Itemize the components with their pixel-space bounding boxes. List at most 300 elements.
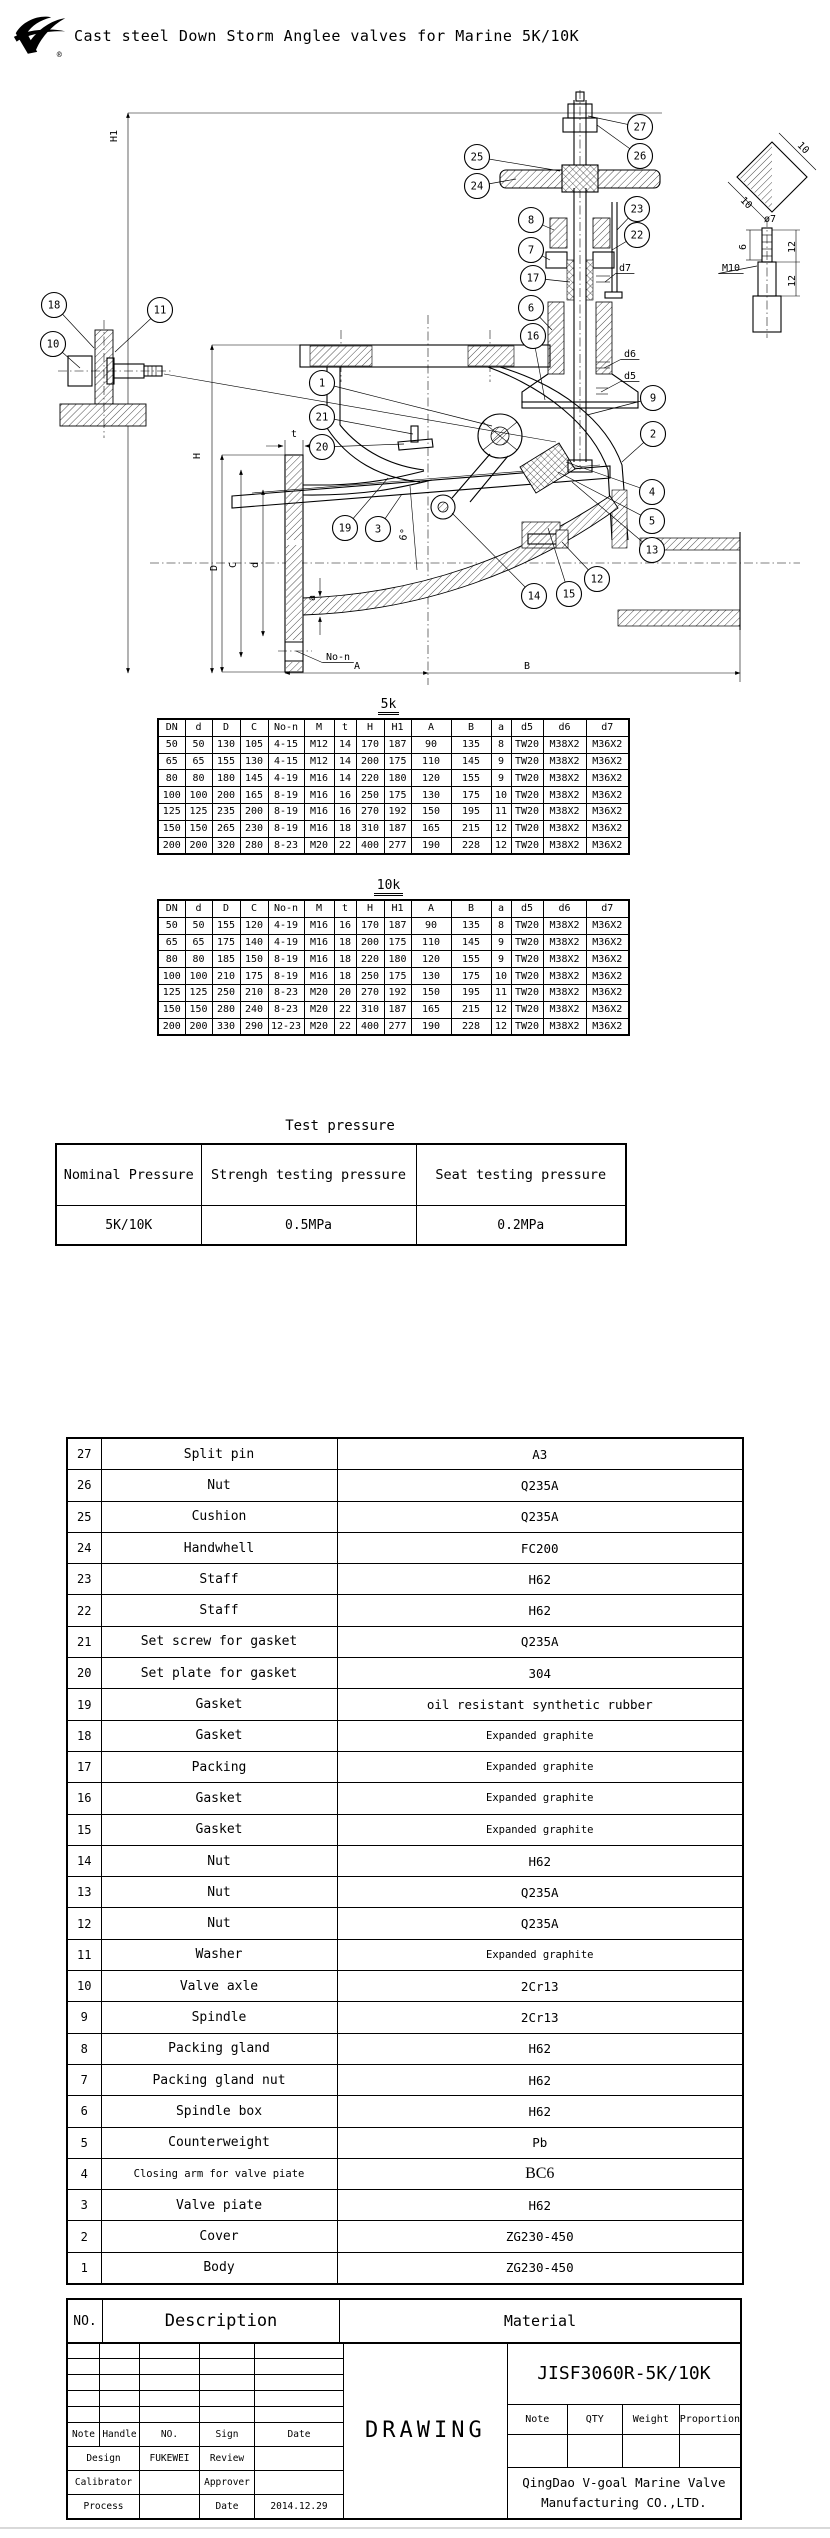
part-description: Spindle [101, 2002, 337, 2033]
dim-label-12 [787, 241, 798, 253]
svg-text:13: 13 [645, 544, 659, 557]
size-table-5k [157, 697, 623, 855]
size-cell: M38X2 [543, 787, 586, 804]
size-cell: 170 [356, 917, 384, 934]
size-cell: 210 [212, 968, 240, 985]
info-header-row: Note QTY Weight Proportion [508, 2405, 740, 2435]
size-cell: 65 [158, 753, 185, 770]
size-col-header: A [411, 719, 451, 736]
size-cell: 125 [158, 984, 185, 1001]
col-nominal-pressure: Nominal Pressure [56, 1144, 201, 1206]
size-cell: 330 [212, 1018, 240, 1035]
part-no: 20 [67, 1658, 101, 1689]
part-no: 27 [67, 1438, 101, 1470]
size-cell: 135 [451, 736, 491, 753]
size-cell: 192 [384, 984, 411, 1001]
part-material: 2Cr13 [337, 1971, 743, 2002]
size-cell: M36X2 [586, 984, 629, 1001]
size-col-header: D [212, 719, 240, 736]
svg-text:3: 3 [374, 523, 382, 536]
size-cell: M36X2 [586, 820, 629, 837]
size-cell: 12 [491, 1018, 511, 1035]
balloon-4 [640, 480, 665, 505]
drawing-type-cell: DRAWING [344, 2343, 508, 2518]
size-cell: 50 [158, 917, 185, 934]
size-cell: 175 [384, 934, 411, 951]
svg-text:16: 16 [526, 330, 540, 343]
svg-text:6: 6 [738, 243, 749, 251]
size-cell: 12-23 [268, 1018, 304, 1035]
size-table-5k-grid [157, 718, 630, 855]
svg-text:t: t [290, 429, 298, 440]
size-cell: 145 [451, 753, 491, 770]
balloon-25 [465, 145, 490, 170]
size-cell: 155 [451, 770, 491, 787]
size-cell: 22 [334, 1018, 356, 1035]
part-material: H62 [337, 2190, 743, 2221]
size-cell: 150 [185, 1001, 212, 1018]
part-no: 4 [67, 2158, 101, 2189]
size-cell: 130 [411, 968, 451, 985]
dimension-labels [109, 130, 811, 672]
part-material: H62 [337, 2096, 743, 2127]
size-row [158, 984, 629, 1001]
part-no: 10 [67, 1971, 101, 2002]
size-cell: 180 [384, 770, 411, 787]
size-cell: 185 [212, 951, 240, 968]
valve-assembly-drawing [0, 70, 830, 695]
size-col-header: A [411, 900, 451, 917]
dim-label-A [354, 661, 360, 672]
part-no: 17 [67, 1751, 101, 1782]
size-cell: 4-19 [268, 917, 304, 934]
size-cell: 10 [491, 787, 511, 804]
size-cell: M38X2 [543, 736, 586, 753]
svg-text:9: 9 [649, 392, 657, 405]
svg-text:d7: d7 [618, 263, 632, 274]
size-col-header: d6 [543, 900, 586, 917]
size-cell: M36X2 [586, 753, 629, 770]
size-cell: 280 [240, 837, 268, 854]
svg-text:24: 24 [470, 180, 484, 193]
balloon-10 [41, 332, 66, 357]
col-strength-testing: Strengh testing pressure [201, 1144, 416, 1206]
svg-text:11: 11 [153, 304, 167, 317]
size-col-header: B [451, 900, 491, 917]
part-description: Gasket [101, 1689, 337, 1720]
svg-text:A: A [353, 661, 361, 672]
size-cell: 150 [411, 984, 451, 1001]
part-no: 23 [67, 1564, 101, 1595]
size-cell: 135 [451, 917, 491, 934]
svg-text:No-n: No-n [325, 652, 351, 663]
size-cell: 65 [158, 934, 185, 951]
empty-grid-row [68, 2391, 343, 2407]
size-cell: TW20 [511, 984, 543, 1001]
size-cell: 180 [384, 951, 411, 968]
title-block [66, 2343, 742, 2520]
size-cell: 210 [240, 984, 268, 1001]
size-cell: M36X2 [586, 968, 629, 985]
size-cell: 8-19 [268, 951, 304, 968]
size-cell: 80 [185, 951, 212, 968]
dim-label-H [192, 453, 203, 459]
size-cell: 215 [451, 820, 491, 837]
part-material: ZG230-450 [337, 2252, 743, 2284]
size-col-header: d7 [586, 900, 629, 917]
size-cell: 175 [451, 787, 491, 804]
size-cell: 9 [491, 753, 511, 770]
part-material: Pb [337, 2127, 743, 2158]
dim-label-M10 [718, 263, 757, 274]
parts-row-21 [67, 1626, 743, 1657]
size-cell: TW20 [511, 1018, 543, 1035]
size-cell: 110 [411, 753, 451, 770]
part-description: Nut [101, 1845, 337, 1876]
bonnet-flange [300, 345, 550, 367]
size-cell: M20 [304, 984, 334, 1001]
size-cell: M38X2 [543, 917, 586, 934]
size-cell: 130 [240, 753, 268, 770]
part-no: 9 [67, 2002, 101, 2033]
svg-text:C: C [228, 561, 239, 569]
size-col-header: C [240, 719, 268, 736]
parts-row-4 [67, 2158, 743, 2189]
test-pressure-title: Test pressure [285, 1118, 395, 1134]
size-cell: TW20 [511, 934, 543, 951]
size-cell: 130 [411, 787, 451, 804]
size-cell: M38X2 [543, 951, 586, 968]
size-cell: 20 [334, 984, 356, 1001]
part-no: 18 [67, 1720, 101, 1751]
size-cell: 80 [158, 951, 185, 968]
part-material: H62 [337, 1595, 743, 1626]
size-cell: 215 [451, 1001, 491, 1018]
size-cell: 187 [384, 736, 411, 753]
size-cell: TW20 [511, 770, 543, 787]
size-col-header: H1 [384, 719, 411, 736]
size-cell: 12 [491, 820, 511, 837]
size-cell: 125 [158, 803, 185, 820]
size-cell: TW20 [511, 736, 543, 753]
dim-label-H1 [109, 130, 120, 142]
empty-grid-row [68, 2359, 343, 2375]
svg-text:10: 10 [46, 338, 60, 351]
part-no: 26 [67, 1470, 101, 1501]
part-description: Packing gland [101, 2033, 337, 2064]
size-table-10k [157, 878, 623, 1036]
size-cell: M38X2 [543, 1001, 586, 1018]
svg-text:H1: H1 [109, 129, 120, 143]
size-cell: 175 [384, 968, 411, 985]
size-cell: 145 [451, 934, 491, 951]
size-cell: 8 [491, 917, 511, 934]
part-material: Q235A [337, 1501, 743, 1532]
dim-label-ø7 [764, 214, 776, 225]
size-cell: 280 [212, 1001, 240, 1018]
size-cell: TW20 [511, 753, 543, 770]
size-cell: 235 [212, 803, 240, 820]
size-cell: 65 [185, 934, 212, 951]
part-description: Packing gland nut [101, 2064, 337, 2095]
parts-row-13 [67, 1877, 743, 1908]
size-cell: 250 [356, 968, 384, 985]
part-description: Set plate for gasket [101, 1658, 337, 1689]
size-table-5k-label: 5k [157, 697, 620, 712]
part-no: 5 [67, 2127, 101, 2158]
size-cell: 175 [384, 787, 411, 804]
size-cell: 200 [212, 787, 240, 804]
size-cell: 4-15 [268, 736, 304, 753]
size-cell: M36X2 [586, 837, 629, 854]
size-row [158, 917, 629, 934]
size-cell: 14 [334, 770, 356, 787]
size-cell: 8-19 [268, 968, 304, 985]
part-description: Staff [101, 1595, 337, 1626]
page-edge-line [0, 2527, 830, 2529]
empty-grid-row [68, 2375, 343, 2391]
size-col-header: M [304, 900, 334, 917]
balloon-12 [585, 567, 610, 592]
size-row [158, 1018, 629, 1035]
nominal-pressure-value: 5K/10K [56, 1206, 201, 1246]
dim-label-a [307, 595, 318, 601]
dim-label-12 [787, 275, 798, 287]
part-material: H62 [337, 2033, 743, 2064]
size-cell: 175 [240, 968, 268, 985]
size-cell: 105 [240, 736, 268, 753]
balloon-20 [310, 435, 335, 460]
size-cell: M36X2 [586, 736, 629, 753]
part-no: 13 [67, 1877, 101, 1908]
size-col-header: t [334, 900, 356, 917]
size-cell: 180 [212, 770, 240, 787]
balloon-26 [628, 144, 653, 169]
svg-text:4: 4 [648, 486, 656, 499]
parts-row-26 [67, 1470, 743, 1501]
part-material: oil resistant synthetic rubber [337, 1689, 743, 1720]
part-description: Valve axle [101, 1971, 337, 2002]
balloon-18 [42, 293, 67, 318]
size-cell: 228 [451, 1018, 491, 1035]
size-col-header: C [240, 900, 268, 917]
size-cell: 90 [411, 736, 451, 753]
size-cell: 90 [411, 917, 451, 934]
size-cell: M36X2 [586, 1018, 629, 1035]
size-cell: 192 [384, 803, 411, 820]
part-material: Expanded graphite [337, 1814, 743, 1845]
size-col-header: d5 [511, 900, 543, 917]
part-material: FC200 [337, 1532, 743, 1563]
part-description: Packing [101, 1751, 337, 1782]
size-cell: 4-15 [268, 753, 304, 770]
size-cell: 187 [384, 917, 411, 934]
part-material: H62 [337, 2064, 743, 2095]
parts-row-7 [67, 2064, 743, 2095]
size-cell: M16 [304, 951, 334, 968]
size-cell: 16 [334, 917, 356, 934]
svg-text:M10: M10 [721, 263, 741, 274]
part-material: ZG230-450 [337, 2221, 743, 2252]
size-cell: 265 [212, 820, 240, 837]
signoff-header-row: Note Handle NO. Sign Date [68, 2423, 343, 2447]
size-cell: M20 [304, 837, 334, 854]
dim-label-t [291, 429, 297, 440]
dim-label-6 [738, 244, 749, 250]
dim-label-No-n [296, 651, 354, 663]
size-cell: 22 [334, 1001, 356, 1018]
balloon-8 [519, 208, 544, 233]
size-cell: 80 [185, 770, 212, 787]
dim-label-C [228, 562, 239, 568]
size-col-header: d [185, 900, 212, 917]
size-cell: 14 [334, 753, 356, 770]
size-cell: 165 [411, 1001, 451, 1018]
size-cell: M38X2 [543, 984, 586, 1001]
size-col-header: H [356, 719, 384, 736]
signoff-calibrator-row: Calibrator Approver [68, 2471, 343, 2495]
test-pressure-table [55, 1143, 627, 1246]
seat-testing-value: 0.2MPa [416, 1206, 626, 1246]
size-cell: 165 [240, 787, 268, 804]
size-cell: 80 [158, 770, 185, 787]
size-cell: M16 [304, 803, 334, 820]
size-cell: 195 [451, 984, 491, 1001]
size-cell: M16 [304, 820, 334, 837]
size-header-row [158, 900, 629, 917]
leader-line-21 [322, 417, 413, 434]
size-cell: 220 [356, 770, 384, 787]
svg-text:®: ® [56, 49, 62, 60]
parts-row-5 [67, 2127, 743, 2158]
test-pressure-header-row [56, 1144, 626, 1206]
size-row [158, 770, 629, 787]
size-cell: 18 [334, 968, 356, 985]
parts-row-1 [67, 2252, 743, 2284]
signoff-design-row: Design FUKEWEI Review [68, 2447, 343, 2471]
size-row [158, 1001, 629, 1018]
size-cell: 10 [491, 968, 511, 985]
size-row [158, 951, 629, 968]
signoff-process-row: Process Date 2014.12.29 [68, 2495, 343, 2518]
size-cell: 277 [384, 1018, 411, 1035]
balloon-3 [366, 517, 391, 542]
dim-label-B [524, 661, 530, 672]
size-cell: 9 [491, 934, 511, 951]
size-cell: 100 [185, 968, 212, 985]
part-no: 22 [67, 1595, 101, 1626]
part-material: Expanded graphite [337, 1783, 743, 1814]
parts-row-27 [67, 1438, 743, 1470]
size-cell: 14 [334, 736, 356, 753]
part-material: Q235A [337, 1470, 743, 1501]
part-no: 21 [67, 1626, 101, 1657]
size-cell: 150 [240, 951, 268, 968]
size-cell: 187 [384, 820, 411, 837]
parts-row-15 [67, 1814, 743, 1845]
part-no: 2 [67, 2221, 101, 2252]
size-cell: 270 [356, 803, 384, 820]
size-cell: 277 [384, 837, 411, 854]
size-cell: M38X2 [543, 837, 586, 854]
size-cell: 100 [185, 787, 212, 804]
svg-text:a: a [307, 594, 318, 602]
size-cell: M38X2 [543, 753, 586, 770]
balloon-16 [521, 324, 546, 349]
size-cell: 12 [491, 837, 511, 854]
leader-line-1 [322, 383, 492, 426]
balloon-13 [640, 538, 665, 563]
svg-text:22: 22 [630, 229, 644, 242]
size-cell: 170 [356, 736, 384, 753]
size-cell: 65 [185, 753, 212, 770]
size-cell: 120 [411, 770, 451, 787]
part-description: Nut [101, 1908, 337, 1939]
svg-text:20: 20 [315, 441, 329, 454]
svg-text:27: 27 [633, 121, 647, 134]
svg-text:15: 15 [562, 588, 576, 601]
size-cell: M16 [304, 934, 334, 951]
size-cell: M16 [304, 787, 334, 804]
size-cell: 228 [451, 837, 491, 854]
parts-row-22 [67, 1595, 743, 1626]
part-description: Closing arm for valve piate [101, 2158, 337, 2189]
size-cell: 165 [411, 820, 451, 837]
svg-text:10: 10 [737, 195, 754, 212]
size-cell: 100 [158, 787, 185, 804]
size-cell: 120 [411, 951, 451, 968]
balloon-7 [519, 238, 544, 263]
size-cell: M12 [304, 736, 334, 753]
size-cell: 155 [212, 753, 240, 770]
part-description: Gasket [101, 1720, 337, 1751]
size-cell: TW20 [511, 820, 543, 837]
size-cell: 250 [356, 787, 384, 804]
dim-label-d7 [605, 263, 634, 282]
dim-label-10 [738, 195, 754, 211]
parts-list [66, 1437, 744, 2285]
size-cell: 200 [158, 837, 185, 854]
balloon-21 [310, 405, 335, 430]
part-no: 3 [67, 2190, 101, 2221]
size-cell: TW20 [511, 787, 543, 804]
parts-row-16 [67, 1783, 743, 1814]
parts-row-12 [67, 1908, 743, 1939]
size-cell: 8 [491, 736, 511, 753]
size-cell: 190 [411, 1018, 451, 1035]
size-cell: 125 [185, 803, 212, 820]
svg-text:23: 23 [630, 203, 644, 216]
svg-text:5: 5 [648, 515, 656, 528]
balloon-6 [519, 296, 544, 321]
size-cell: M16 [304, 968, 334, 985]
size-col-header: d6 [543, 719, 586, 736]
size-cell: 4-19 [268, 770, 304, 787]
size-cell: TW20 [511, 968, 543, 985]
size-cell: M38X2 [543, 803, 586, 820]
parts-row-17 [67, 1751, 743, 1782]
part-description: Staff [101, 1564, 337, 1595]
part-description: Handwhell [101, 1532, 337, 1563]
size-cell: TW20 [511, 803, 543, 820]
svg-text:10: 10 [794, 140, 811, 157]
size-cell: 16 [334, 803, 356, 820]
size-row [158, 753, 629, 770]
size-cell: 125 [185, 984, 212, 1001]
svg-text:d: d [250, 561, 261, 569]
size-cell: M20 [304, 1001, 334, 1018]
size-col-header: No-n [268, 719, 304, 736]
